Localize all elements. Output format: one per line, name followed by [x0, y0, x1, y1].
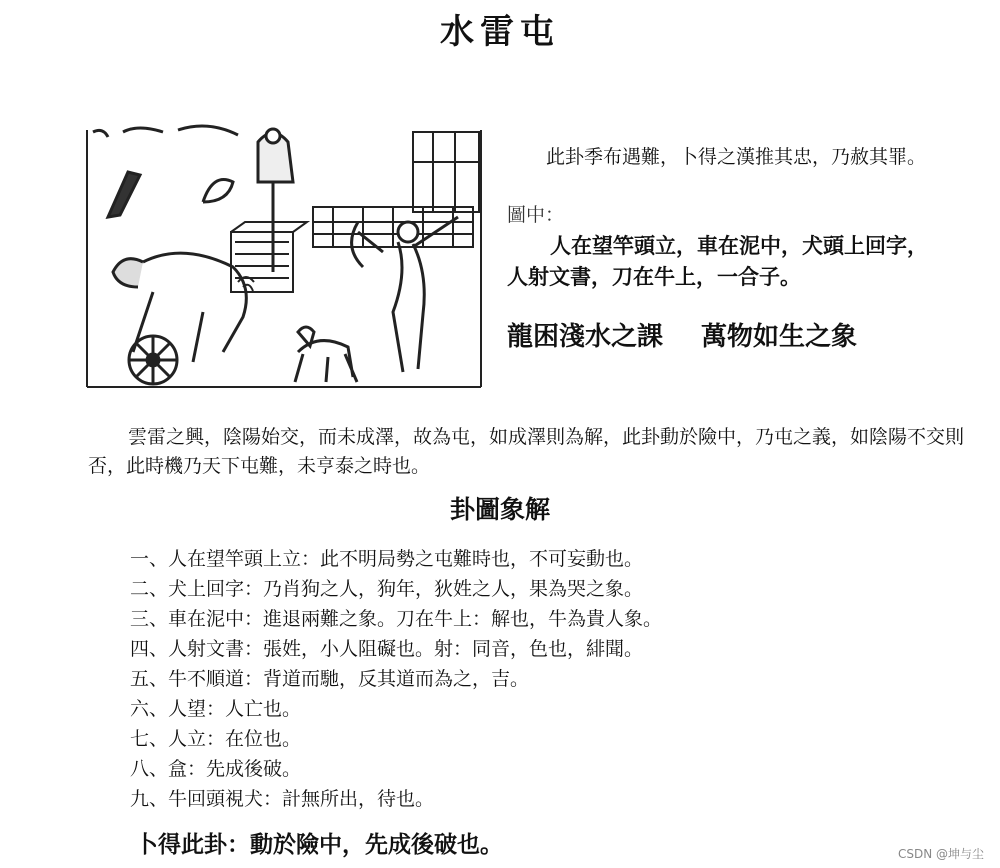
interpretation-list: [130, 544, 662, 814]
figure-description-line-1: 人在望竿頭立，車在泥中，犬頭上回字，: [550, 233, 928, 258]
figure-label: 圖中：: [507, 204, 565, 226]
list-item: 五、牛不順道：背道而馳，反其道而為之，吉。: [130, 668, 530, 690]
explanation-paragraph: 雲雷之興，陰陽始交，而未成澤，故為屯，如成澤則為解，此卦動於險中，乃屯之義，如陰陽不交則否，此時機乃天下屯難，未亨泰之時也。: [88, 426, 965, 477]
list-item: 三、車在泥中：進退兩難之象。刀在牛上：解也，牛為貴人象。: [130, 608, 663, 630]
list-item: 九、牛回頭視犬：計無所出，待也。: [130, 788, 435, 810]
list-item: 七、人立：在位也。: [130, 728, 302, 750]
lesson-left: 龍困淺水之課: [507, 322, 664, 352]
woodcut-illustration: [83, 122, 483, 392]
list-item: 八、盒：先成後破。: [130, 758, 302, 780]
intro-text: 此卦季布遇難，卜得之漢推其忠，乃赦其罪。: [546, 146, 927, 168]
watermark: CSDN @坤与尘: [897, 847, 984, 861]
conclusion: 卜得此卦：動於險中，先成後破也。: [135, 831, 503, 858]
figure-description-line-2: 人射文書，刀在牛上，一合子。: [507, 264, 801, 289]
list-item: 一、人在望竿頭上立：此不明局勢之屯難時也，不可妄動也。: [130, 548, 644, 570]
page-title: 水雷屯: [440, 12, 560, 52]
list-item: 六、人望：人亡也。: [130, 698, 302, 720]
lesson-heading: [507, 316, 857, 353]
list-item: 二、犬上回字：乃肖狗之人，狗年，狄姓之人，果為哭之象。: [130, 578, 644, 600]
lesson-right: 萬物如生之象: [701, 322, 858, 352]
list-item: 四、人射文書：張姓，小人阻礙也。射：同音，色也，緋聞。: [130, 638, 644, 660]
section-title: 卦圖象解: [449, 495, 550, 524]
